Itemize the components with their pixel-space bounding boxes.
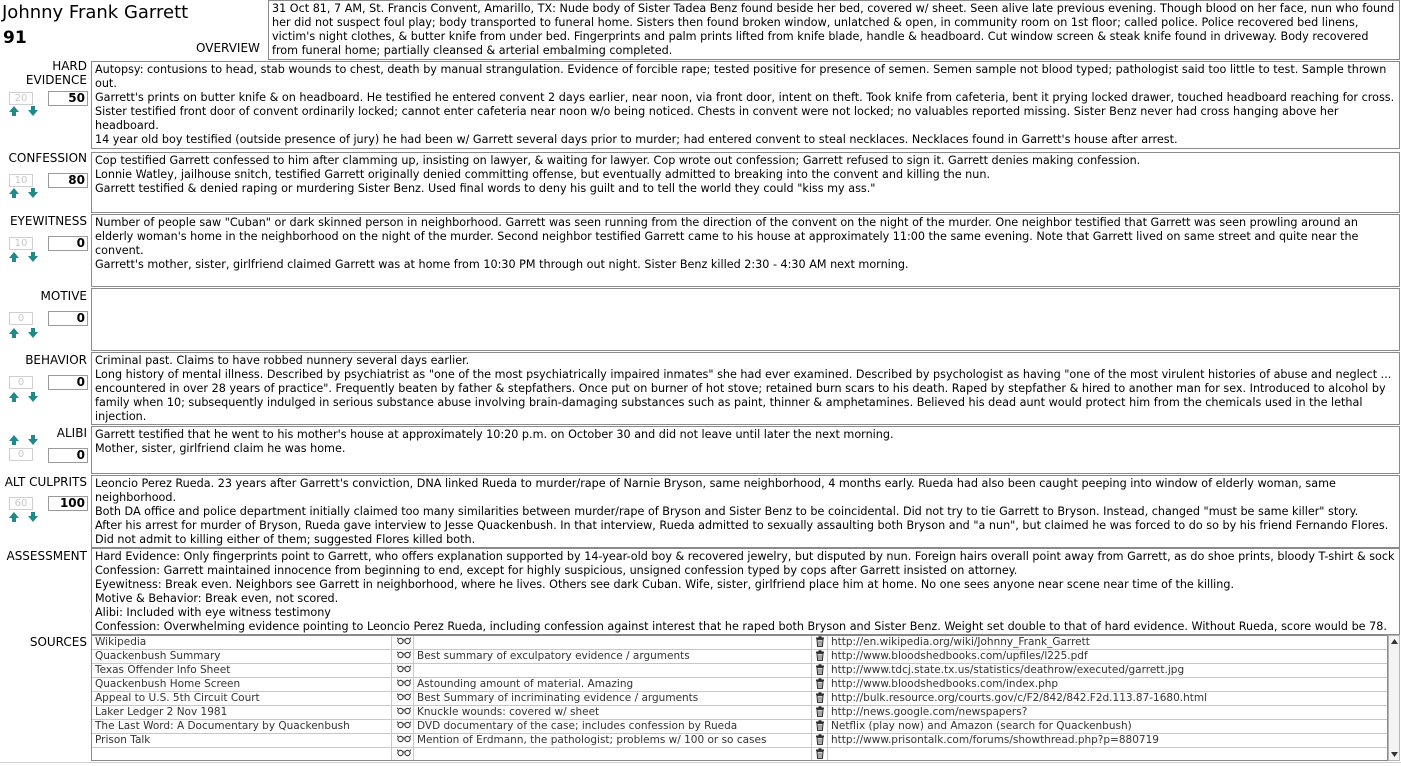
text-line: Both DA office and police department initially claimed too many similarities between murder/rape of Bryson and Sister Benz to be coincidental. Did not try to tie Garrett to Bryson. Instead, changed "must be same killer" story. (95, 505, 1359, 518)
source-name[interactable] (92, 748, 392, 761)
arrow-up-icon[interactable] (8, 105, 20, 117)
arrow-down-icon[interactable] (27, 391, 39, 403)
glasses-icon[interactable] (392, 734, 414, 747)
overview-line: 31 Oct 81, 7 AM, St. Francis Convent, Amarillo, TX: Nude body of Sister Tadea Benz found beside her bed, covered w/ sheet. Seen alive late previous evening. Though blood on her face, nun who found her did not suspect foul play; body transported to funeral home. Sisters then found broken window, unlatched & open, in community room on 1st floor; called police. Police recovered bed linens, victim's night clothes, & butter knife from under bed. Fingerprints and palm prints lifted from knife blade, handle & headboard. Cut window screen & steak knife found in driveway. Body recovered from funeral home; partially cleansed & arterial embalming completed. (272, 2, 1395, 57)
score-alibi[interactable]: 0 (48, 448, 88, 463)
source-row (92, 734, 1388, 748)
section-label-hard-evidence: HARD EVIDENCE (25, 59, 87, 87)
overall-score: 91 (3, 28, 27, 48)
text-line: Confession: Garrett maintained innocence from beginning to end, except for highly suspicious, unsigned confession typed by cops after Garrett insisted on attorney. (95, 564, 1018, 577)
source-row (92, 664, 1388, 678)
score-alt-culprits[interactable]: 100 (48, 496, 88, 511)
sources-scrollbar[interactable] (1388, 635, 1400, 761)
source-description[interactable] (414, 636, 812, 649)
behavior-textbox[interactable] (91, 352, 1400, 425)
text-line: Leoncio Perez Rueda. 23 years after Garrett's conviction, DNA linked Rueda to murder/rape of Narnie Bryson, same neighborhood, 4 months early. Rueda had also been caught peeping into window of elderly woman, same neighborhood. (95, 477, 1336, 504)
text-line: Long history of mental illness. Described by psychiatrist as "one of the most psychiatrically impaired inmates" she had ever examined. Described by psychologist as having "one of the most virulent histories of abuse and neglect ... encountered in over 28 years of practice". Frequently beaten by father & stepfathers. Once put on burner of hot stove; retained burn scars to his death. Raped by stepfather & hired to another man for sex. Introduced to alcohol by family when 10; subsequently indulged in serious substance abuse involving brain-damaging substances such as paint, thinner & amphetamines. Believed his dead aunt would protect him from the chemicals used in the lethal injection. (95, 368, 1392, 423)
trash-icon[interactable] (812, 748, 828, 761)
alt-culprits-textbox[interactable] (91, 475, 1400, 548)
overview-textbox[interactable] (268, 0, 1400, 60)
arrow-up-icon[interactable] (8, 327, 20, 339)
trash-icon[interactable] (812, 636, 828, 649)
score-motive[interactable]: 0 (48, 311, 88, 326)
section-label-behavior: BEHAVIOR (25, 353, 87, 367)
arrow-up-icon[interactable] (8, 434, 20, 446)
trash-icon[interactable] (812, 678, 828, 691)
source-url[interactable] (828, 748, 1388, 761)
weight-eyewitness[interactable]: 10 (9, 237, 33, 250)
source-description[interactable]: Astounding amount of material. Amazing (414, 678, 812, 691)
section-label-confession: CONFESSION (8, 151, 87, 165)
weight-behavior[interactable]: 0 (9, 376, 33, 389)
arrow-down-icon[interactable] (27, 251, 39, 263)
source-row (92, 706, 1388, 720)
source-url[interactable]: Netflix (play now) and Amazon (search for Quackenbush) (831, 720, 1132, 732)
source-row (92, 692, 1388, 706)
glasses-icon[interactable] (392, 678, 414, 691)
trash-icon[interactable] (812, 664, 828, 677)
text-line: Eyewitness: Break even. Neighbors see Garrett in neighborhood, where he lives. Others see dark Cuban. Wife, sister, girlfriend place him at home. No one sees anyone near scene near time of the killing. (95, 578, 1235, 591)
source-url[interactable]: http://www.bloodshedbooks.com/index.php (831, 678, 1059, 690)
motive-textbox[interactable] (91, 288, 1400, 351)
text-line: Motive & Behavior: Break even, not scored. (95, 592, 339, 605)
score-hard-evidence[interactable]: 50 (48, 91, 88, 106)
arrow-up-icon[interactable] (8, 391, 20, 403)
glasses-icon[interactable] (392, 664, 414, 677)
arrow-up-icon[interactable] (8, 511, 20, 523)
source-row (92, 650, 1388, 664)
text-line: Criminal past. Claims to have robbed nunnery several days earlier. (95, 354, 470, 367)
weight-confession[interactable]: 10 (9, 174, 33, 187)
source-row (92, 748, 1388, 761)
weight-hard-evidence[interactable]: 20 (9, 92, 33, 105)
source-name[interactable]: Laker Ledger 2 Nov 1981 (92, 706, 392, 719)
divider (0, 762, 1401, 763)
text-line: Confession: Overwhelming evidence pointing to Leoncio Perez Rueda, including confession against interest that he raped both Bryson and Sister Benz. Weight set double to that of hard evidence. Without Rueda, score would be 78. (95, 620, 1387, 633)
arrow-up-icon[interactable] (8, 187, 20, 199)
source-name[interactable]: Quackenbush Summary (92, 650, 392, 663)
text-line: Garrett's prints on butter knife & on headboard. He testified he entered convent 2 days earlier, near noon, via front door, intent on theft. Took knife from cafeteria, bent it prying locked drawer, touched headboard reaching for cross. (95, 91, 1395, 104)
source-description[interactable]: Best summary of exculpatory evidence / arguments (414, 650, 812, 663)
source-name[interactable]: Appeal to U.S. 5th Circuit Court (92, 692, 392, 705)
text-line (95, 147, 1396, 149)
source-description[interactable]: DVD documentary of the case; includes confession by Rueda (414, 720, 812, 733)
source-url[interactable]: http://en.wikipedia.org/wiki/Johnny_Frank_Garrett (831, 636, 1090, 648)
source-name[interactable]: Wikipedia (92, 636, 392, 649)
sources-label: SOURCES (29, 635, 87, 649)
source-name[interactable]: The Last Word: A Documentary by Quackenbush (92, 720, 392, 733)
arrow-down-icon[interactable] (27, 327, 39, 339)
source-description[interactable]: Mention of Erdmann, the pathologist; problems w/ 100 or so cases (414, 734, 812, 747)
text-line: Garrett testified that he went to his mother's house at approximately 10:20 p.m. on October 30 and did not leave until later the next morning. (95, 428, 894, 441)
source-row (92, 720, 1388, 734)
source-description[interactable]: Knuckle wounds: covered w/ sheet (414, 706, 812, 719)
score-confession[interactable]: 80 (48, 173, 88, 188)
text-line: Lonnie Watley, jailhouse snitch, testified Garrett originally denied committing offense, but eventually admitted to breaking into the convent and killing the nun. (95, 168, 991, 181)
scroll-down-icon[interactable] (1390, 749, 1399, 759)
assessment-textbox[interactable] (91, 548, 1400, 635)
source-name[interactable]: Quackenbush Home Screen (92, 678, 392, 691)
alibi-textbox[interactable] (91, 426, 1400, 474)
section-label-eyewitness: EYEWITNESS (9, 214, 87, 228)
text-line: Number of people saw "Cuban" or dark skinned person in neighborhood. Garrett was seen running from the direction of the convent on the night of the murder. One neighbor testified that Garrett was seen prowling around an elderly woman's home in the neighborhood on the night of the murder. Second neighbor testified Garrett came to his house at approximately 11:00 the same evening. Note that Garrett lived on same street and quite near the convent. (95, 216, 1359, 257)
text-line: Cop testified Garrett confessed to him after clamming up, insisting on lawyer, & waiting for lawyer. Cop wrote out confession; Garrett refused to sign it. Garrett denies making confession. (95, 154, 1141, 167)
scroll-up-icon[interactable] (1390, 637, 1399, 647)
trash-icon[interactable] (812, 706, 828, 719)
weight-alibi[interactable]: 0 (9, 448, 33, 461)
arrow-down-icon[interactable] (27, 187, 39, 199)
section-label-motive: MOTIVE (40, 289, 87, 303)
text-line: After his arrest for murder of Bryson, Rueda gave interview to Jesse Quackenbush. In that interview, Rueda admitted to sexually assaulting both Bryson and "a nun", but claimed he was forced to do so by his friend Fernando Flores. Did not admit to killing either of them; suggested Flores killed both. (95, 519, 1389, 546)
glasses-icon[interactable] (392, 720, 414, 733)
hard-evidence-textbox[interactable] (91, 61, 1400, 149)
trash-icon[interactable] (812, 692, 828, 705)
text-line: Mother, sister, girlfriend claim he was home. (95, 442, 346, 455)
weight-motive[interactable]: 0 (9, 312, 33, 325)
source-row (92, 678, 1388, 692)
source-description[interactable]: Best Summary of incriminating evidence / arguments (414, 692, 812, 705)
source-name[interactable]: Prison Talk (92, 734, 392, 747)
subject-name: Johnny Frank Garrett (2, 2, 189, 23)
source-url[interactable]: http://www.prisontalk.com/forums/showthread.php?p=880719 (831, 734, 1159, 746)
source-name[interactable]: Texas Offender Info Sheet (92, 664, 392, 677)
confession-textbox[interactable] (91, 152, 1400, 213)
overview-label: OVERVIEW (196, 41, 260, 55)
source-url[interactable]: http://bulk.resource.org/courts.gov/c/F2/842/842.F2d.113.87-1680.html (831, 692, 1208, 704)
glasses-icon[interactable] (392, 748, 414, 761)
source-row (92, 636, 1388, 650)
arrow-down-icon[interactable] (27, 511, 39, 523)
section-label-assessment: ASSESSMENT (6, 549, 87, 563)
arrow-up-icon[interactable] (8, 251, 20, 263)
score-eyewitness[interactable]: 0 (48, 236, 88, 251)
arrow-down-icon[interactable] (27, 434, 39, 446)
text-line: Autopsy: contusions to head, stab wounds to chest, death by manual strangulation. Evidence of forcible rape; tested positive for presence of semen. Semen sample not blood typed; pathologist said too little to test. Sample thrown out. (95, 63, 1387, 90)
score-behavior[interactable]: 0 (48, 375, 88, 390)
glasses-icon[interactable] (392, 706, 414, 719)
trash-icon[interactable] (812, 734, 828, 747)
eyewitness-textbox[interactable] (91, 214, 1400, 287)
source-url[interactable]: http://news.google.com/newspapers? (831, 706, 1028, 718)
text-line: Sister testified front door of convent ordinarily locked; cannot enter cafeteria near noon w/o being noticed. Chests in convent were not locked; no valuables reported missing. Sister Benz never had cross hanging above her headboard. (95, 105, 1339, 132)
section-label-alt-culprits: ALT CULPRITS (4, 475, 87, 489)
trash-icon[interactable] (812, 720, 828, 733)
sources-table (91, 635, 1388, 761)
source-description[interactable] (414, 748, 812, 761)
text-line: Garrett testified & denied raping or murdering Sister Benz. Used final words to deny his guilt and to tell the world they could "kiss my ass." (95, 182, 876, 195)
glasses-icon[interactable] (392, 636, 414, 649)
text-line: Alibi: Included with eye witness testimony (95, 606, 331, 619)
glasses-icon[interactable] (392, 650, 414, 663)
text-line: Garrett's mother, sister, girlfriend claimed Garrett was at home from 10:30 PM through out night. Sister Benz killed 2:30 - 4:30 AM next morning. (95, 258, 909, 271)
text-line: Hard Evidence: Only fingerprints point to Garrett, who offers explanation supported by 14-year-old boy & recovered jewelry, but disputed by nun. Foreign hairs overall point away from Garrett, as do shoe prints, bloody T-shirt & sock (95, 550, 1395, 563)
section-label-alibi: ALIBI (56, 426, 87, 440)
source-description[interactable] (414, 664, 812, 677)
source-url[interactable]: http://www.bloodshedbooks.com/upfiles/l225.pdf (831, 650, 1088, 662)
text-line: 14 year old boy testified (outside presence of jury) he had been w/ Garrett several days prior to murder; had entered convent to steal necklaces. Necklaces found in Garrett's house after arrest. (95, 133, 1178, 146)
glasses-icon[interactable] (392, 692, 414, 705)
source-url[interactable]: http://www.tdcj.state.tx.us/statistics/deathrow/executed/garrett.jpg (831, 664, 1185, 676)
trash-icon[interactable] (812, 650, 828, 663)
weight-alt-culprits[interactable]: 60 (9, 497, 33, 510)
arrow-down-icon[interactable] (27, 105, 39, 117)
